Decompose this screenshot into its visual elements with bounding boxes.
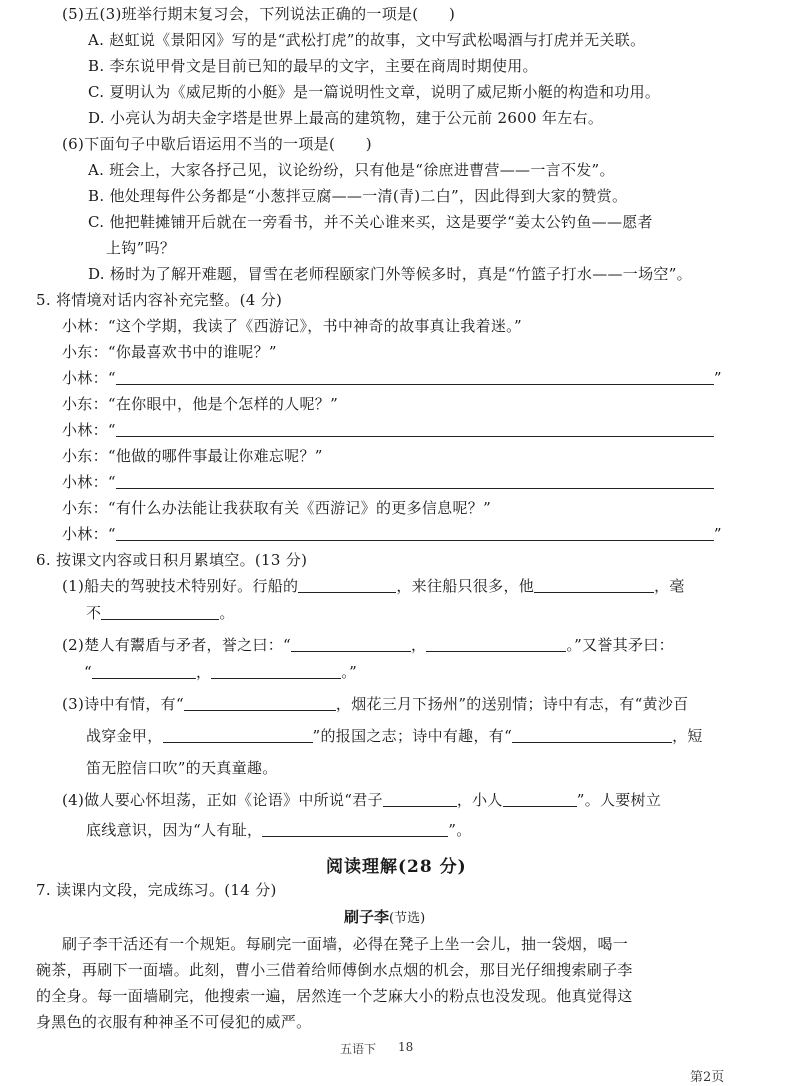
fill-blank[interactable]: [534, 576, 654, 593]
fill-blank[interactable]: [262, 820, 448, 837]
answer-blank[interactable]: [116, 420, 714, 437]
dialogue-dong-3: 小东：“他做的哪件事最让你难忘呢？”: [62, 447, 323, 465]
fill-blank[interactable]: [503, 790, 577, 807]
fill-blank[interactable]: [291, 635, 411, 652]
q4-5-option-c: C. 夏明认为《威尼斯的小艇》是一篇说明性文章，说明了威尼斯小艇的构造和功用。: [88, 83, 661, 101]
fill-blank[interactable]: [512, 726, 672, 743]
fill-blank[interactable]: [163, 726, 313, 743]
passage-line-1: 刷子李干活还有一个规矩。每刷完一面墙，必得在凳子上坐一会儿，抽一袋烟，喝一: [62, 935, 629, 953]
section-heading-reading: 阅读理解(28 分): [326, 857, 467, 877]
fill-blank[interactable]: [211, 662, 341, 679]
dialogue-dong-4: 小东：“有什么办法能让我获取有关《西游记》的更多信息呢？”: [62, 499, 492, 517]
dialogue-lin-answer-3: 小林：“: [62, 472, 714, 492]
footer-number: 18: [398, 1040, 414, 1054]
passage-line-4: 身黑色的衣服有种神圣不可侵犯的威严。: [36, 1013, 312, 1031]
q4-6-option-c: C. 他把鞋摊铺开后就在一旁看书，并不关心谁来买，这是要学“姜太公钓鱼——愿者: [88, 213, 653, 231]
fill-blank[interactable]: [101, 603, 219, 620]
q4-5-stem: (5)五(3)班举行期末复习会，下列说法正确的一项是( ): [62, 5, 456, 23]
fill-blank[interactable]: [298, 576, 396, 593]
dialogue-lin-answer-1: 小林：“ ”: [62, 369, 722, 387]
dialogue-lin-1: 小林：“这个学期，我读了《西游记》，书中神奇的故事真让我着迷。”: [62, 317, 522, 335]
q4-6-option-a: A. 班会上，大家各抒己见，议论纷纷，只有他是“徐庶进曹营——一言不发”。: [88, 161, 615, 179]
fill-blank[interactable]: [92, 662, 196, 679]
q6-1-line1: (1)船夫的驾驶技术特别好。行船的 ，来往船只很多，他 ，毫: [62, 577, 685, 595]
q6-2-line2: “ ， 。”: [84, 663, 358, 681]
passage-title: 刷子李(节选): [344, 908, 426, 926]
q4-6-option-b: B. 他处理每件公务都是“小葱拌豆腐——一清(青)二白”，因此得到大家的赞赏。: [88, 187, 628, 205]
q4-6-option-c-cont: 上钩”吗？: [106, 239, 176, 257]
dialogue-dong-2: 小东：“在你眼中，他是个怎样的人呢？”: [62, 395, 339, 413]
passage-note: (节选): [389, 911, 426, 926]
q6-4-line2: 底线意识，因为“人有耻， ”。: [86, 821, 472, 839]
q7-title: 7. 读课内文段，完成练习。(14 分): [36, 881, 277, 899]
passage-line-3: 的全身。每一面墙刷完，他搜索一遍，居然连一个芝麻大小的粉点也没发现。他真觉得这: [36, 987, 633, 1005]
q6-title: 6. 按课文内容或日积月累填空。(13 分): [36, 551, 308, 569]
answer-blank[interactable]: [116, 472, 714, 489]
fill-blank[interactable]: [426, 635, 566, 652]
fill-blank[interactable]: [383, 790, 457, 807]
q6-2-line1: (2)楚人有鬻盾与矛者，誉之曰：“ ， 。”又誉其矛曰：: [62, 636, 674, 654]
q6-3-line1: (3)诗中有情，有“ ，烟花三月下扬州”的送别情；诗中有志，有“黄沙百: [62, 695, 689, 713]
q4-5-option-d: D. 小亮认为胡夫金字塔是世界上最高的建筑物，建于公元前 2600 年左右。: [88, 109, 604, 127]
q4-6-option-d: D. 杨时为了解开难题，冒雪在老师程颐家门外等候多时，真是“竹篮子打水——一场空”。: [88, 265, 692, 283]
passage-line-2: 碗茶，再刷下一面墙。此刻，曹小三借着给师傅倒水点烟的机会，那目光仔细搜索刷子李: [36, 961, 633, 979]
dialogue-lin-answer-4: 小林：“ ”: [62, 525, 722, 543]
dialogue-lin-answer-2: 小林：“: [62, 420, 714, 440]
q6-3-line2: 战穿金甲， ”的报国之志；诗中有趣，有“ ，短: [86, 727, 703, 745]
answer-blank[interactable]: [116, 368, 714, 385]
q6-3-line3: 笛无腔信口吹”的天真童趣。: [86, 759, 278, 777]
q5-title: 5. 将情境对话内容补充完整。(4 分): [36, 291, 283, 309]
answer-blank[interactable]: [116, 524, 714, 541]
q4-6-stem: (6)下面句子中歇后语运用不当的一项是( ): [62, 135, 372, 153]
q6-1-line2: 不 。: [86, 604, 235, 622]
dialogue-dong-1: 小东：“你最喜欢书中的谁呢？”: [62, 343, 277, 361]
page-number: 第2页: [690, 1070, 725, 1085]
q4-5-option-a: A. 赵虹说《景阳冈》写的是“武松打虎”的故事，文中写武松喝酒与打虎并无关联。: [88, 31, 646, 49]
q6-4-line1: (4)做人要心怀坦荡，正如《论语》中所说“君子 ，小人 ”。人要树立: [62, 791, 662, 809]
q4-5-option-b: B. 李东说甲骨文是目前已知的最早的文字，主要在商周时期使用。: [88, 57, 538, 75]
footer-book: 五语下: [340, 1042, 377, 1056]
fill-blank[interactable]: [184, 694, 336, 711]
